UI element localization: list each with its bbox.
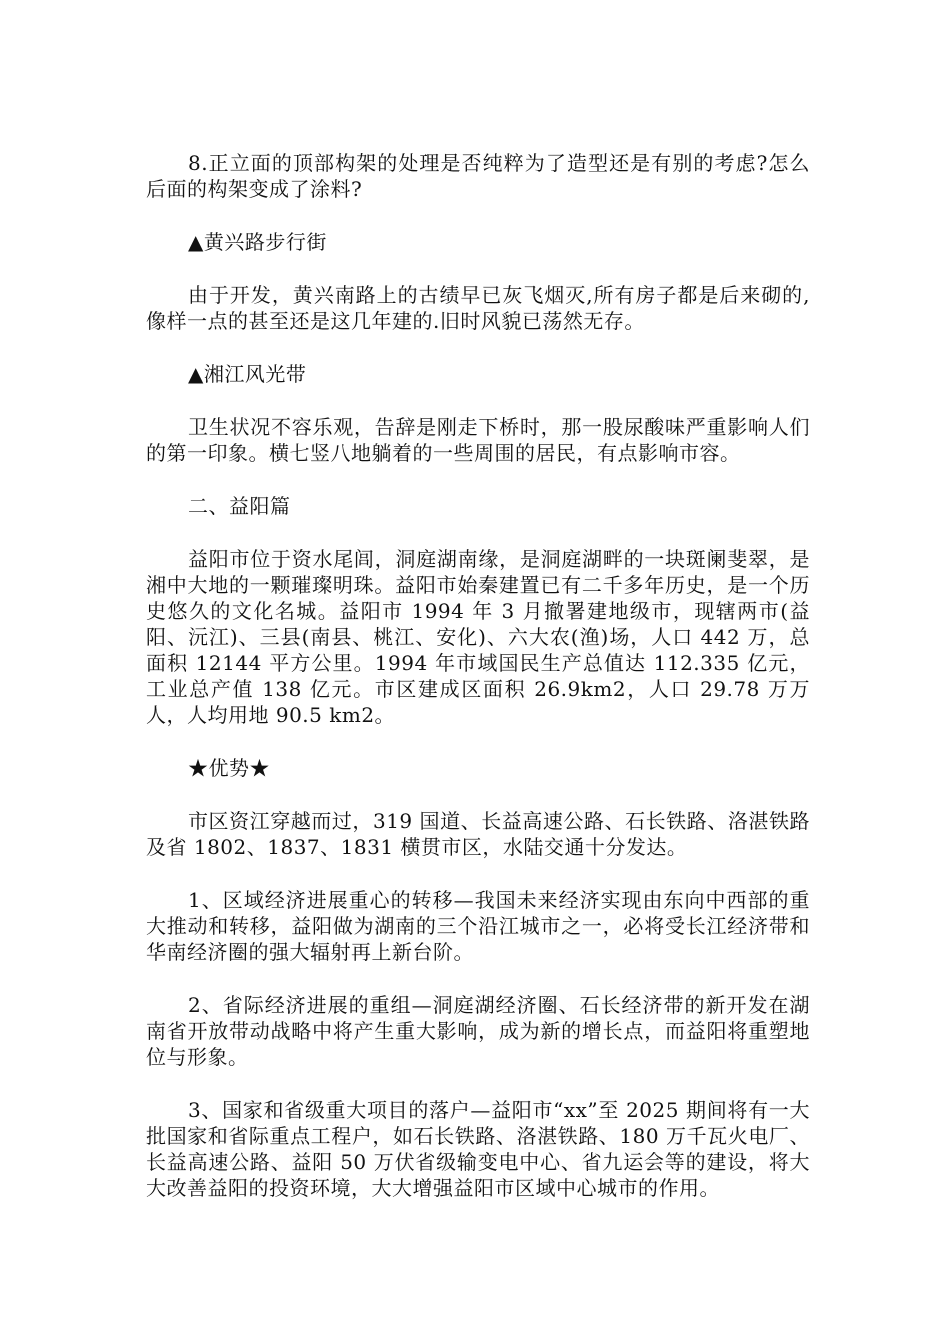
body-paragraph: 益阳市位于资水尾闾，洞庭湖南缘，是洞庭湖畔的一块斑阑斐翠，是湘中大地的一颗璀璨明珠。益阳市始秦建置已有二千多年历史，是一个历史悠久的文化名城。益阳市 1994 年 3 月撤署建地级市，现辖两市(益阳、沅江)、三县(南县、桃江、安化)、六大农(渔)场，人口 442 万，总面积 12144 平方公里。1994 年市域国民生产总值达 112.335 亿元，工业总产值 138 亿元。市区建成区面积 26.9km2，人口 29.78 万万人，人均用地 90.5 km2。 [146, 547, 810, 727]
question-paragraph: 8.正立面的顶部构架的处理是否纯粹为了造型还是有别的考虑?怎么后面的构架变成了涂料? [146, 151, 810, 201]
list-item-paragraph: 3、国家和省级重大项目的落户—益阳市“xx”至 2025 期间将有一大批国家和省际重点工程户，如石长铁路、洛湛铁路、180 万千瓦火电厂、长益高速公路、益阳 50 万伏省级输变电中心、省九运会等的建设，将大大改善益阳的投资环境，大大增强益阳市区域中心城市的作用。 [146, 1098, 810, 1200]
list-item-paragraph: 1、区域经济进展重心的转移—我国未来经济实现由东向中西部的重大推动和转移，益阳做为湖南的三个沿江城市之一，必将受长江经济带和华南经济圈的强大辐射再上新台阶。 [146, 888, 810, 964]
body-paragraph: 市区资江穿越而过，319 国道、长益高速公路、石长铁路、洛湛铁路及省 1802、1837、1831 横贯市区，水陆交通十分发达。 [146, 809, 810, 859]
document-page [146, 150, 810, 1228]
section-heading-xiangjiang: ▲湘江风光带 [188, 362, 307, 386]
chapter-heading-yiyang: 二、益阳篇 [188, 494, 291, 518]
body-paragraph: 由于开发，黄兴南路上的古绩早已灰飞烟灭,所有房子都是后来砌的,像样一点的甚至还是这几年建的.旧时风貌已荡然无存。 [146, 283, 810, 333]
section-heading-advantages: ★优势★ [188, 756, 270, 780]
list-item-paragraph: 2、省际经济进展的重组—洞庭湖经济圈、石长经济带的新开发在湖南省开放带动战略中将产生重大影响，成为新的增长点，而益阳将重塑地位与形象。 [146, 993, 810, 1069]
body-paragraph: 卫生状况不容乐观，告辞是刚走下桥时，那一股尿酸味严重影响人们的第一印象。横七竖八地躺着的一些周围的居民，有点影响市容。 [146, 415, 810, 465]
section-heading-huangxing-road: ▲黄兴路步行街 [188, 230, 327, 254]
